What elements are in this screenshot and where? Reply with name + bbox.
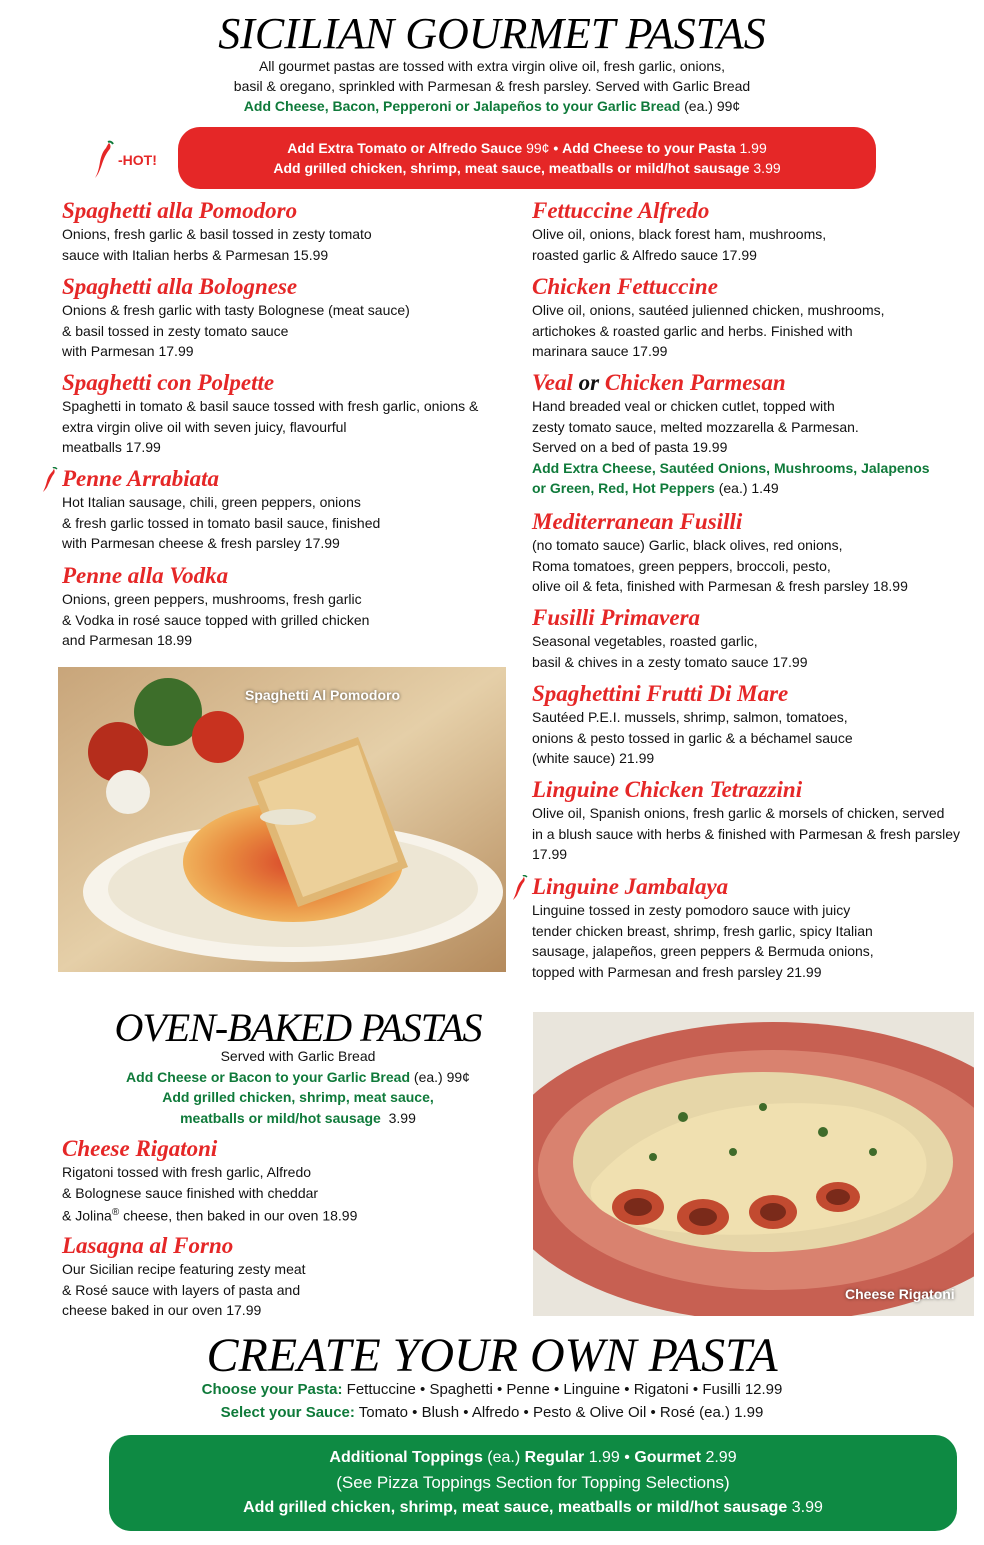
toppings-regular-label: Regular: [524, 1449, 585, 1466]
toppings-protein-addon: Add grilled chicken, shrimp, meat sauce, meatballs or mild/hot sausage: [243, 1499, 788, 1516]
desc-line: Olive oil, Spanish onions, fresh garlic & morsels of chicken, served: [532, 805, 945, 821]
item-name: Linguine Chicken Tetrazzini: [532, 777, 803, 802]
spaghetti-plate-image: [58, 667, 506, 972]
oven-garlic-bread-price: (ea.) 99¢: [413, 1068, 470, 1085]
item-name: Spaghetti con Polpette: [62, 370, 275, 395]
item-name: [532, 370, 930, 396]
item-description: [532, 803, 960, 865]
desc-line: sauce with Italian herbs & Parmesan 15.99: [62, 246, 329, 263]
desc-line: Olive oil, onions, sautéed julienned chicken, mushrooms,: [532, 302, 885, 318]
garlic-bread-addon: Add Cheese, Bacon, Pepperoni or Jalapeños to your Garlic Bread: [243, 98, 681, 114]
item-name: Chicken Fettuccine: [532, 274, 718, 299]
intro-line-2: basil & oregano, sprinkled with Parmesan & fresh parsley. Served with Garlic Bread: [233, 78, 751, 94]
desc-line: Onions, green peppers, mushrooms, fresh garlic: [62, 591, 362, 607]
item-name: Cheese Rigatoni: [62, 1136, 218, 1161]
desc-line: (no tomato sauce) Garlic, black olives, red onions,: [532, 537, 843, 553]
item-name: Mediterranean Fusilli: [532, 509, 743, 534]
oven-baked-intro: [58, 1046, 538, 1128]
oven-garlic-bread-addon: Add Cheese or Bacon to your Garlic Bread: [126, 1068, 411, 1085]
desc-line: with Parmesan cheese & fresh parsley 17.99: [62, 535, 340, 551]
extra-sauce-price: 99¢: [526, 140, 550, 156]
create-your-own-title: CREATE YOUR OWN PASTA: [206, 1329, 778, 1382]
desc-line: sausage, jalapeños, green peppers & Bermuda onions,: [532, 943, 874, 959]
desc-line: Our Sicilian recipe featuring zesty meat: [62, 1261, 306, 1277]
desc-line: Olive oil, onions, black forest ham, mushrooms,: [532, 226, 827, 242]
page-title: SICILIAN GOURMET PASTAS: [218, 9, 766, 58]
item-description: [62, 300, 410, 362]
menu-item: [532, 509, 908, 597]
toppings-banner: [109, 1435, 957, 1531]
pasta-choice-line: [0, 1378, 984, 1401]
desc-line: olive oil & feta, finished with Parmesan & fresh parsley 18.99: [532, 578, 908, 594]
menu-item: [62, 1233, 306, 1321]
desc-line: (white sauce) 21.99: [532, 750, 655, 766]
item-description: [532, 396, 930, 458]
intro-line-1: All gourmet pastas are tossed with extra virgin olive oil, fresh garlic, onions,: [258, 58, 726, 74]
desc-line: Linguine tossed in zesty pomodoro sauce with juicy: [532, 902, 851, 918]
item-description: [532, 300, 885, 362]
item-name: Spaghetti alla Bolognese: [62, 274, 298, 299]
toppings-protein-price: 3.99: [791, 1499, 823, 1516]
toppings-line-3: [109, 1495, 957, 1520]
spaghetti-photo: [58, 667, 506, 972]
oven-protein-price: 3.99: [388, 1109, 416, 1126]
sauce-choice-options: Tomato • Blush • Alfredo • Pesto & Olive Oil • Rosé (ea.) 1.99: [358, 1404, 764, 1421]
desc-line: cheese baked in our oven 17.99: [62, 1302, 262, 1318]
oven-intro-line: Served with Garlic Bread: [220, 1048, 376, 1064]
menu-item: [532, 274, 885, 362]
oven-intro-line: [58, 1108, 538, 1129]
chili-pepper-icon: [42, 467, 58, 493]
item-description: [532, 900, 874, 982]
item-name-or: or: [578, 370, 600, 395]
menu-item: [532, 605, 807, 672]
desc-line: & Vodka in rosé sauce topped with grilled chicken: [62, 611, 370, 628]
item-description: [62, 589, 369, 651]
desc-line: marinara sauce 17.99: [532, 343, 668, 359]
desc-line: [62, 1203, 357, 1226]
menu-item: [62, 563, 369, 651]
desc-line: Roma tomatoes, green peppers, broccoli, pesto,: [532, 557, 831, 574]
addon-line: [532, 478, 930, 499]
desc-line: tender chicken breast, shrimp, fresh garlic, spicy Italian: [532, 922, 873, 939]
hot-legend-label: -HOT!: [118, 152, 157, 168]
menu-item: [62, 198, 372, 265]
sauce-choice-label: Select your Sauce:: [220, 1404, 355, 1421]
menu-item: [62, 1136, 357, 1226]
oven-protein-addon: Add grilled chicken, shrimp, meat sauce,: [162, 1089, 434, 1105]
desc-line: Onions, fresh garlic & basil tossed in zesty tomato: [62, 226, 372, 242]
desc-line: Seasonal vegetables, roasted garlic,: [532, 633, 758, 649]
item-name-veal: Veal: [532, 370, 573, 395]
desc-line: with Parmesan 17.99: [62, 343, 194, 359]
rigatoni-plate-image: [533, 1012, 974, 1316]
item-name: Fusilli Primavera: [532, 605, 701, 630]
chili-pepper-icon: [512, 875, 528, 901]
registered-mark: ®: [111, 1207, 120, 1218]
intro-text: [150, 56, 834, 116]
item-name: Penne alla Vodka: [62, 563, 229, 588]
addon-banner: [178, 127, 876, 189]
desc-line: artichokes & roasted garlic and herbs. Finished with: [532, 322, 853, 339]
item-description: [62, 1259, 306, 1321]
desc-line: Hot Italian sausage, chili, green peppers, onions: [62, 494, 361, 510]
protein-addon-price: 3.99: [753, 160, 781, 176]
extra-sauce-addon: Add Extra Tomato or Alfredo Sauce: [287, 140, 523, 156]
menu-item: [62, 370, 478, 458]
pasta-choice-label: Choose your Pasta:: [201, 1381, 343, 1398]
chili-pepper-icon: [92, 140, 116, 180]
rigatoni-photo-caption: Cheese Rigatoni: [845, 1286, 955, 1302]
toppings-each: (ea.): [487, 1449, 521, 1466]
toppings-label: Additional Toppings: [329, 1449, 483, 1466]
desc-line: extra virgin olive oil with seven juicy, flavourful: [62, 418, 347, 435]
item-name: Spaghetti alla Pomodoro: [62, 198, 298, 223]
addon-banner-line-2: [178, 158, 876, 178]
desc-line: roasted garlic & Alfredo sauce 17.99: [532, 246, 757, 263]
desc-line: & basil tossed in zesty tomato sauce: [62, 322, 289, 339]
menu-item: [532, 777, 960, 865]
menu-item: [532, 681, 853, 769]
desc-line: zesty tomato sauce, melted mozzarella & Parmesan.: [532, 418, 859, 435]
menu-item-hot: [532, 874, 874, 982]
menu-item: [532, 370, 930, 499]
menu-item-hot: [62, 466, 380, 554]
protein-addon: Add grilled chicken, shrimp, meat sauce, meatballs or mild/hot sausage: [273, 160, 750, 176]
toppings-line-2: (See Pizza Toppings Section for Topping Selections): [336, 1473, 730, 1492]
item-name: Lasagna al Forno: [62, 1233, 234, 1258]
desc-line: topped with Parmesan and fresh parsley 21.99: [532, 963, 822, 980]
menu-item: [532, 198, 826, 265]
oven-baked-title: OVEN-BAKED PASTAS: [114, 1005, 482, 1050]
addon-line: Add Extra Cheese, Sautéed Onions, Mushrooms, Jalapenos: [532, 459, 930, 476]
desc-line: meatballs 17.99: [62, 439, 161, 455]
cheese-addon: Add Cheese to your Pasta: [562, 140, 736, 156]
desc-line: Sautéed P.E.I. mussels, shrimp, salmon, tomatoes,: [532, 709, 848, 725]
desc-fragment: cheese, then baked in our oven 18.99: [119, 1207, 358, 1224]
toppings-gourmet-label: Gourmet: [634, 1449, 701, 1466]
desc-line: & fresh garlic tossed in tomato basil sauce, finished: [62, 514, 381, 531]
desc-fragment: & Jolina: [62, 1207, 112, 1224]
desc-line: Spaghetti in tomato & basil sauce tossed with fresh garlic, onions &: [62, 398, 479, 414]
toppings-gourmet-price: 2.99: [705, 1449, 737, 1466]
item-description: [62, 492, 380, 554]
cheese-addon-price: 1.99: [739, 140, 767, 156]
desc-line: & Bolognese sauce finished with cheddar: [62, 1184, 319, 1201]
desc-line: onions & pesto tossed in garlic & a béchamel sauce: [532, 729, 853, 746]
desc-line: Served on a bed of pasta 19.99: [532, 439, 728, 455]
toppings-regular-price: 1.99 •: [588, 1449, 630, 1466]
item-description: [532, 224, 826, 265]
item-addon: [532, 458, 930, 499]
addon-banner-line-1: [178, 138, 876, 158]
desc-line: in a blush sauce with herbs & finished with Parmesan & fresh parsley: [532, 825, 960, 842]
item-name: Fettuccine Alfredo: [532, 198, 710, 223]
oven-intro-line: [58, 1067, 538, 1088]
item-description: [532, 631, 807, 672]
oven-protein-addon-cont: meatballs or mild/hot sausage: [180, 1109, 381, 1126]
desc-line: and Parmesan 18.99: [62, 632, 192, 648]
item-description: [62, 224, 372, 265]
separator: •: [553, 140, 559, 156]
hot-legend: [92, 140, 157, 180]
sauce-choice-line: [0, 1401, 984, 1424]
item-name-chicken-parmesan: Chicken Parmesan: [604, 370, 786, 395]
addon-line-text: or Green, Red, Hot Peppers: [532, 480, 715, 496]
desc-line: basil & chives in a zesty tomato sauce 17.99: [532, 653, 808, 670]
pasta-choice-options: Fettuccine • Spaghetti • Penne • Linguine • Rigatoni • Fusilli 12.99: [346, 1381, 783, 1398]
intro-line-3: [150, 96, 834, 116]
addon-price: (ea.) 1.49: [718, 480, 779, 496]
item-description: [62, 1162, 357, 1226]
spaghetti-photo-caption: Spaghetti Al Pomodoro: [245, 687, 401, 703]
rigatoni-photo: [533, 1012, 974, 1316]
item-name: Linguine Jambalaya: [532, 874, 729, 899]
garlic-bread-addon-price: (ea.) 99¢: [684, 98, 741, 114]
toppings-line-1: [109, 1445, 957, 1470]
item-name: Penne Arrabiata: [62, 466, 219, 491]
desc-line: Onions & fresh garlic with tasty Bolognese (meat sauce): [62, 302, 410, 318]
item-description: [532, 707, 853, 769]
item-name: Spaghettini Frutti Di Mare: [532, 681, 789, 706]
item-description: [532, 535, 908, 597]
item-description: [62, 396, 478, 458]
desc-line: Rigatoni tossed with fresh garlic, Alfredo: [62, 1164, 312, 1180]
desc-line: Hand breaded veal or chicken cutlet, topped with: [532, 398, 835, 414]
menu-item: [62, 274, 410, 362]
desc-line: 17.99: [532, 846, 568, 862]
desc-line: & Rosé sauce with layers of pasta and: [62, 1281, 301, 1298]
create-your-own-options: [0, 1378, 984, 1424]
